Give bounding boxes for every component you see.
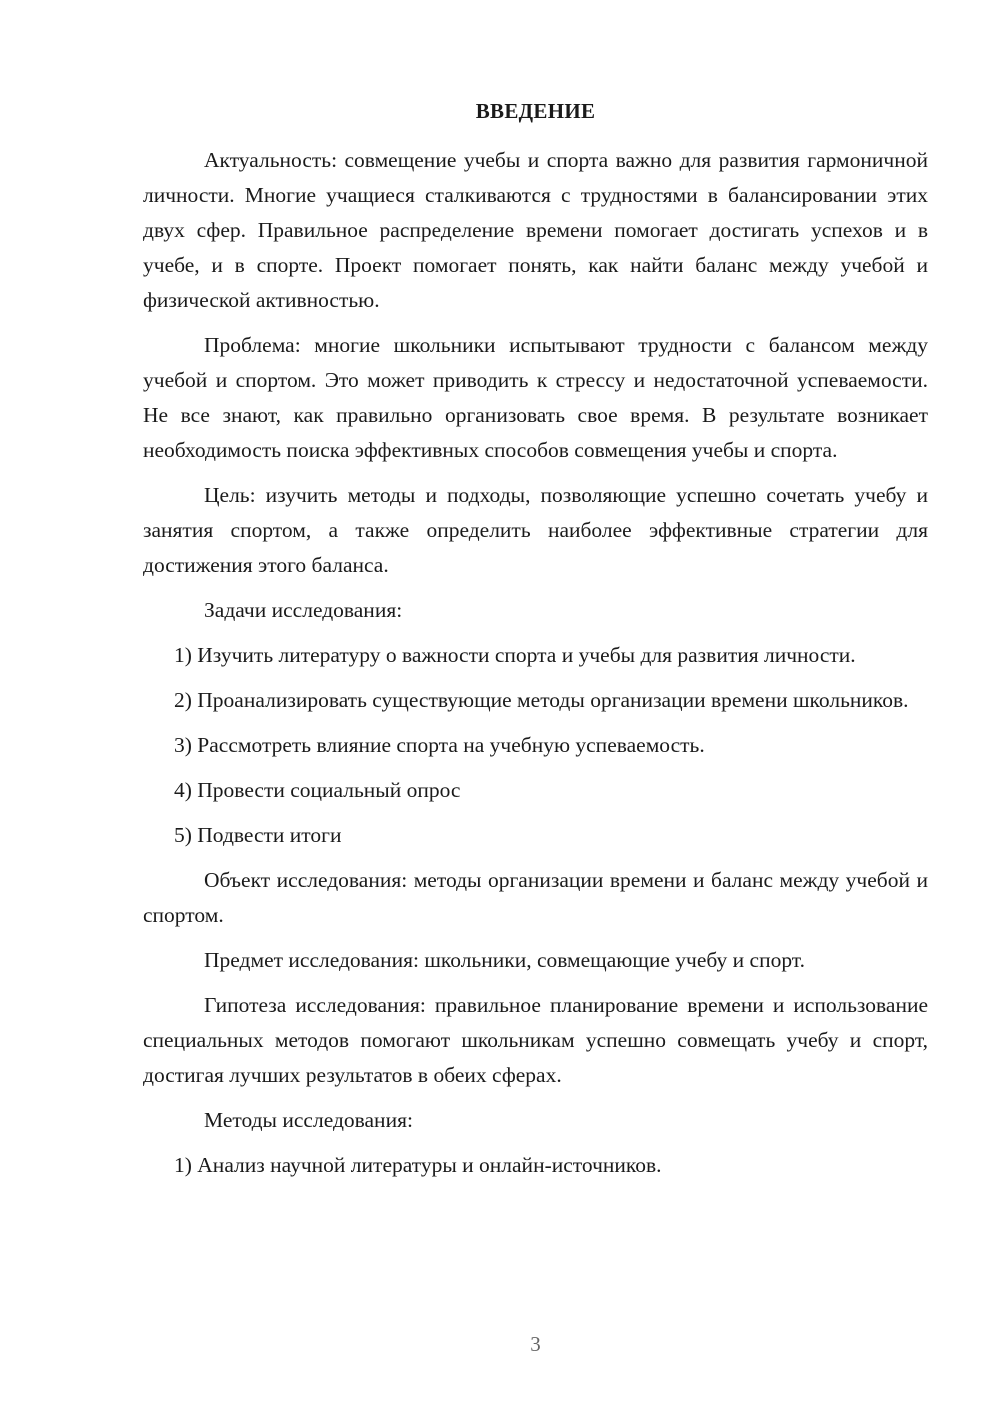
- page-number: 3: [530, 1332, 541, 1356]
- problem-paragraph: Проблема: многие школьники испытывают трудности с балансом между учебой и спортом. Это может приводить к стрессу и недостаточной успеваемости. Не все знают, как правильно организовать свое время. В результате возникает необходимость поиска эффективных способов совмещения учебы и спорта.: [143, 333, 928, 462]
- method-item-1: 1) Анализ научной литературы и онлайн-источников.: [174, 1153, 662, 1177]
- task-item-2: 2) Проанализировать существующие методы организации времени школьников.: [174, 688, 909, 712]
- task-item-4: 4) Провести социальный опрос: [174, 778, 461, 802]
- task-item-1: 1) Изучить литературу о важности спорта и учебы для развития личности.: [174, 643, 856, 667]
- section-title: ВВЕДЕНИЕ: [475, 99, 596, 123]
- tasks-heading: Задачи исследования:: [204, 598, 403, 622]
- document-page: [143, 0, 928, 1414]
- object-paragraph: Объект исследования: методы организации времени и баланс между учебой и спортом.: [143, 868, 928, 927]
- methods-heading: Методы исследования:: [204, 1108, 413, 1132]
- subject-paragraph: Предмет исследования: школьники, совмещающие учебу и спорт.: [204, 948, 805, 972]
- goal-paragraph: Цель: изучить методы и подходы, позволяющие успешно сочетать учебу и занятия спортом, а также определить наиболее эффективные стратегии для достижения этого баланса.: [143, 483, 928, 577]
- task-item-5: 5) Подвести итоги: [174, 823, 342, 847]
- task-item-3: 3) Рассмотреть влияние спорта на учебную успеваемость.: [174, 733, 705, 757]
- document-body: [143, 143, 928, 1193]
- relevance-paragraph: Актуальность: совмещение учебы и спорта важно для развития гармоничной личности. Многие учащиеся сталкиваются с трудностями в балансировании этих двух сфер. Правильное распределение времени помогает достигать успехов и в учебе, и в спорте. Проект помогает понять, как найти баланс между учебой и физической активностью.: [143, 148, 928, 312]
- hypothesis-paragraph: Гипотеза исследования: правильное планирование времени и использование специальных методов помогают школьникам успешно совмещать учебу и спорт, достигая лучших результатов в обеих сферах.: [143, 993, 928, 1087]
